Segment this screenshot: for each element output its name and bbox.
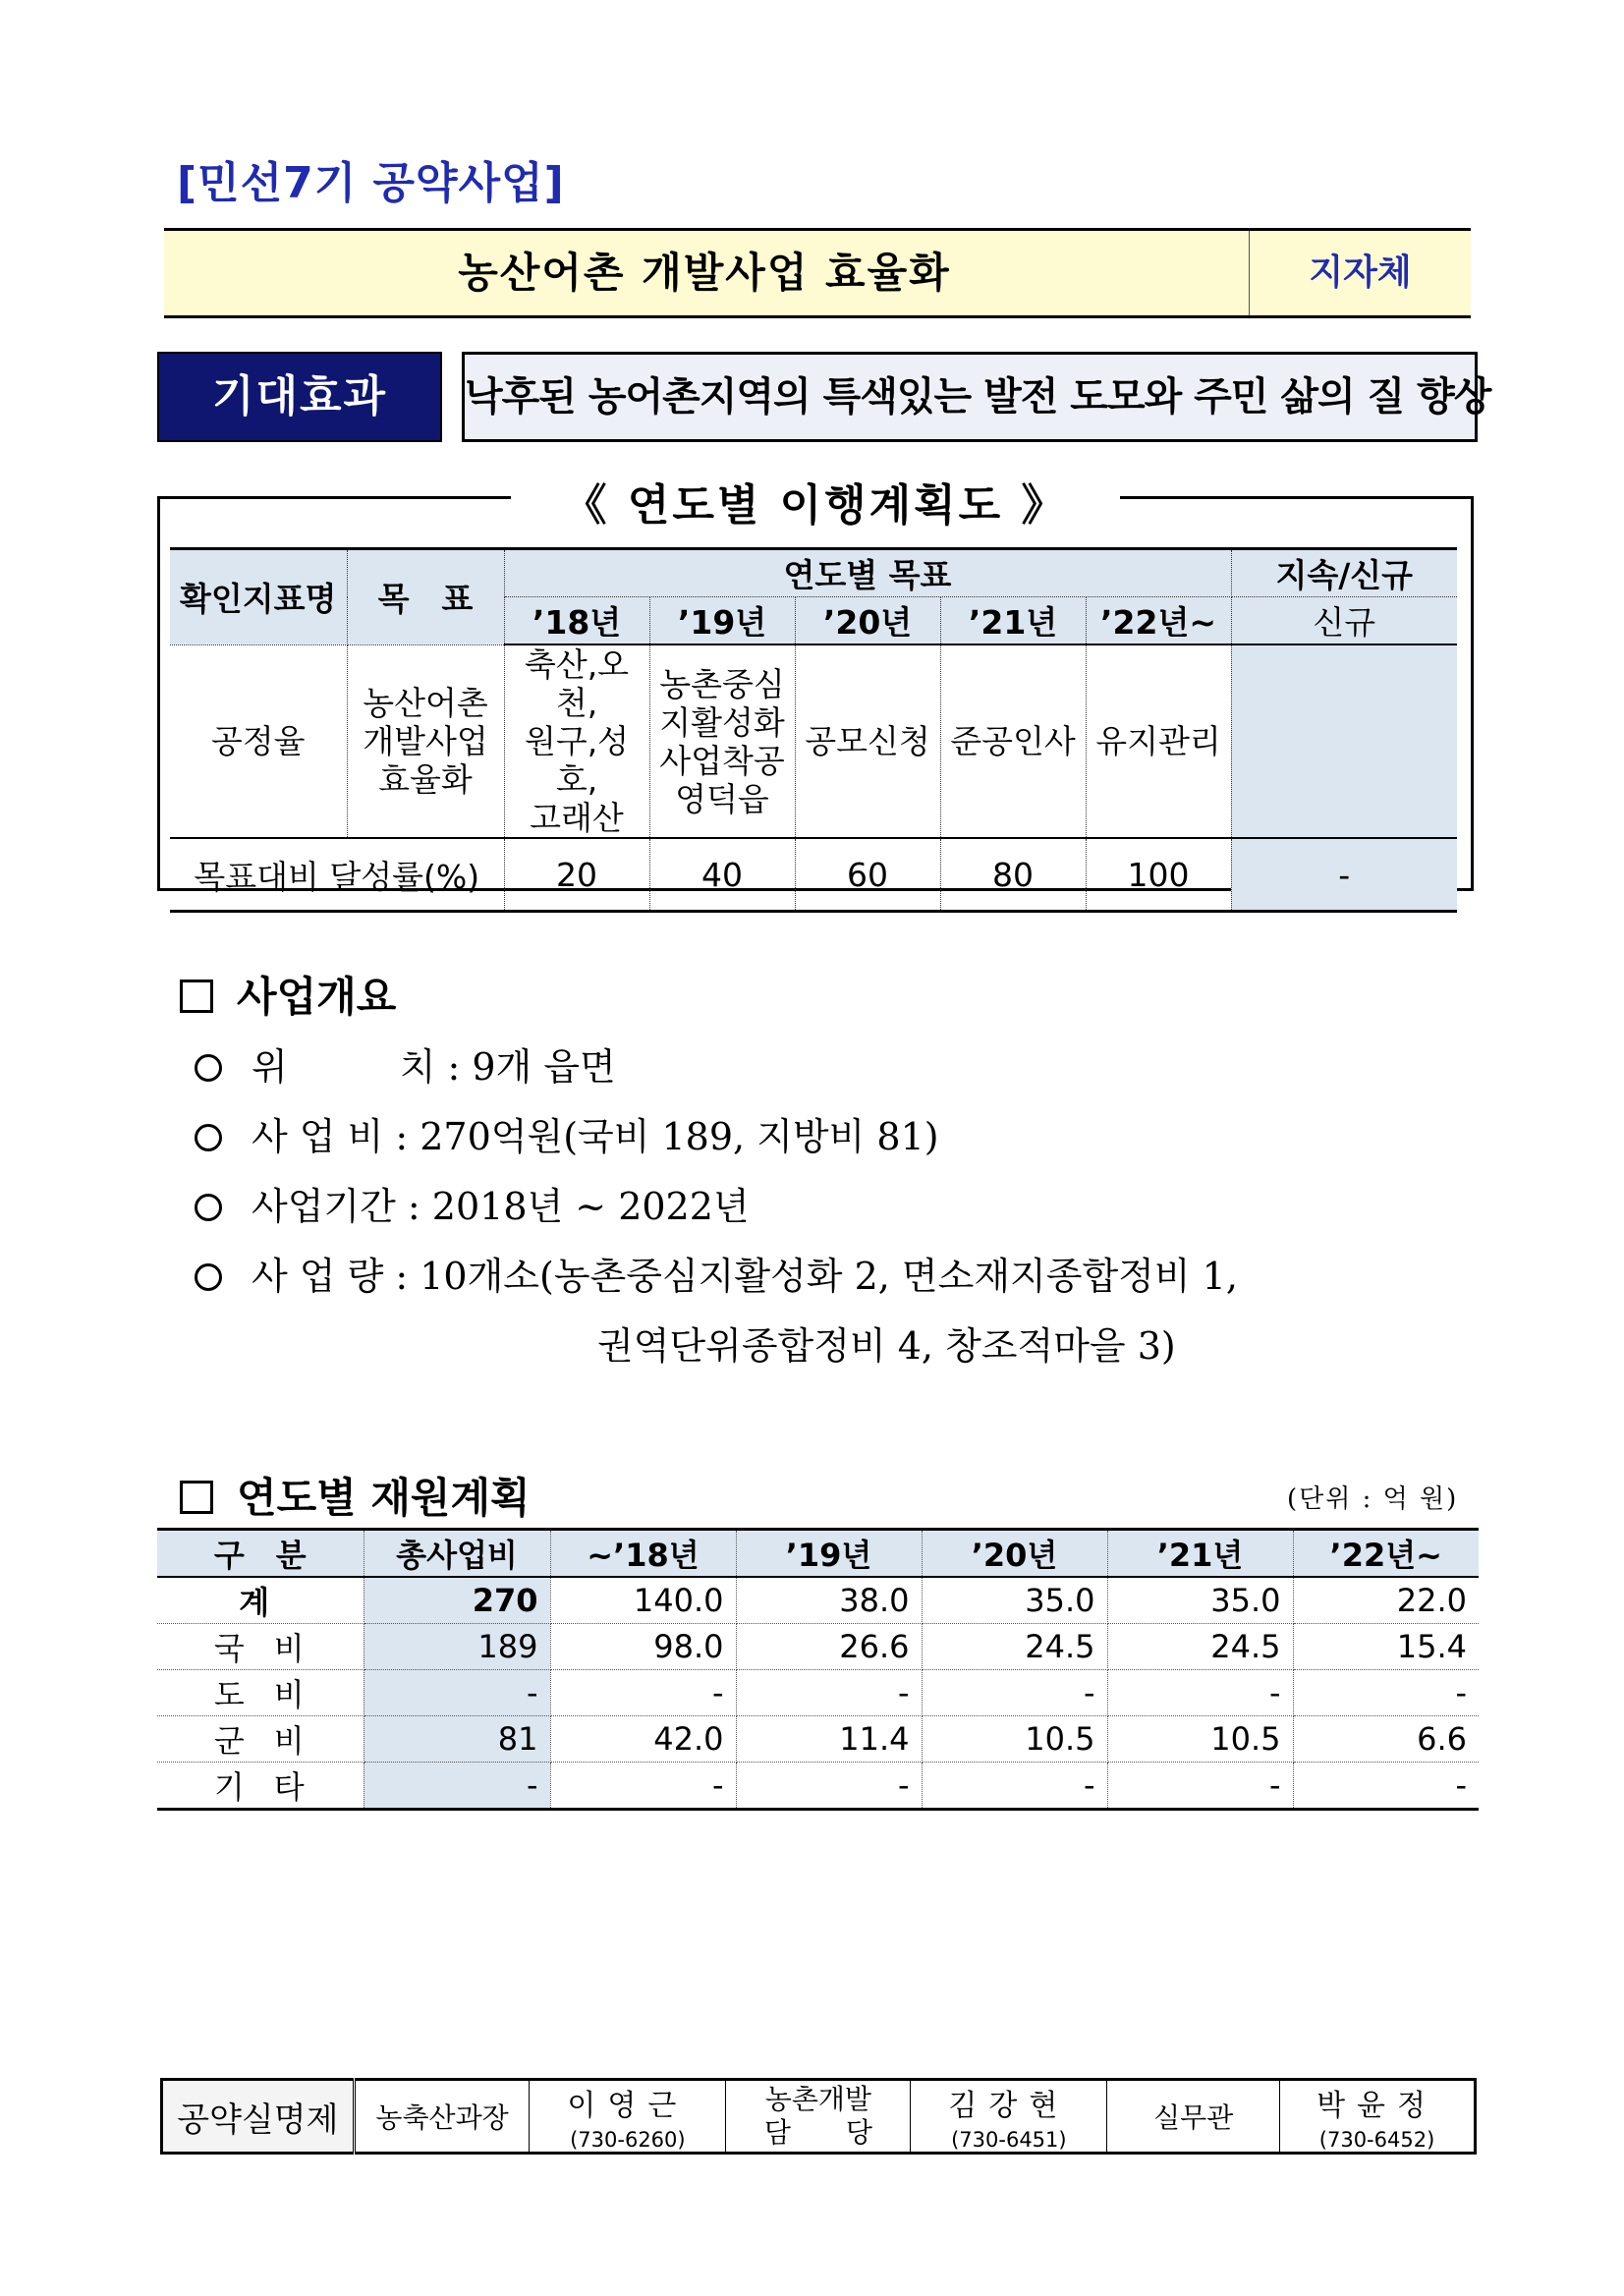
rate-value: 40 [649,838,795,912]
fin-header: ~’18년 [550,1530,736,1578]
cell-y20: 공모신청 [795,644,940,838]
fin-cell: 42.0 [550,1716,736,1763]
table-row [157,1624,1479,1670]
role-line: 농촌개발 [764,2083,871,2115]
fin-cell: 26.6 [736,1624,922,1670]
rate-value: 60 [795,838,940,912]
cell-line: 농촌중심 [659,664,785,703]
rate-status: - [1231,838,1457,912]
goal-line: 개발사업 [363,721,488,760]
cell-status [1231,644,1457,838]
fin-cell: 270 [364,1577,550,1624]
overview-line [195,1036,616,1091]
row-indicator: 공정율 [170,644,347,838]
role-line: 담 당 [763,2116,872,2149]
fin-cell: - [1107,1670,1293,1716]
circle-bullet-icon [195,1194,222,1221]
fin-cell: 24.5 [1107,1624,1293,1670]
row-goal [347,644,504,838]
fin-cell: 11.4 [736,1716,922,1763]
fin-header: ’20년 [922,1530,1107,1578]
cell-line: 원구,성호, [524,722,630,799]
cell-line: 축산,오천, [524,645,630,722]
header-status-value: 신규 [1231,597,1457,645]
goal-line: 효율화 [378,759,473,799]
goal-line: 농산어촌 [363,683,488,722]
fin-cell: - [922,1670,1107,1716]
overview-heading-text: 사업개요 [237,973,397,1021]
fin-cell: 81 [364,1716,550,1763]
plan-heading: 《 연도별 이행계획도 》 [563,480,1068,531]
rate-value: 20 [504,838,649,912]
footer-label: 공약실명제 [162,2080,355,2154]
fin-cell: - [364,1670,550,1716]
fin-cell: - [1293,1763,1479,1810]
plan-table [170,547,1457,913]
finance-heading [180,1466,531,1525]
fin-row-label: 군비 [157,1716,364,1763]
page-title: 농산어촌 개발사업 효율화 [458,249,951,297]
fin-cell: - [364,1763,550,1810]
fin-cell: 140.0 [550,1577,736,1624]
fin-cell: - [736,1763,922,1810]
plan-frame-top-left [157,496,511,499]
cell-y18 [504,644,649,838]
circle-bullet-icon [195,1263,222,1291]
person-phone: (730-6452) [1318,2128,1435,2152]
fin-cell: 189 [364,1624,550,1670]
table-row [157,1577,1479,1624]
fin-cell: 10.5 [1107,1716,1293,1763]
effect-text: 낙후된 농어촌지역의 특색있는 발전 도모와 주민 삶의 질 향상 [462,352,1478,442]
fin-cell: - [922,1763,1107,1810]
overview-continuation: 권역단위종합정비 4, 창조적마을 3) [597,1324,1176,1368]
section-label: [민선7기 공약사업] [177,158,565,208]
fin-header: 구 분 [157,1530,364,1578]
fin-row-label: 계 [157,1577,364,1624]
overview-line-text: 사 업 비 : 270억원(국비 189, 지방비 81) [252,1115,939,1158]
fin-cell: 10.5 [922,1716,1107,1763]
title-side-label: 지자체 [1309,252,1412,293]
fin-cell: - [550,1670,736,1716]
person-name: 이영근 [567,2089,689,2123]
fin-cell: 24.5 [922,1624,1107,1670]
effect-label: 기대효과 [157,352,442,442]
overview-heading [180,965,396,1024]
fin-cell: - [736,1670,922,1716]
overview-line [195,1176,750,1230]
finance-unit: (단위 : 억 원) [1287,1484,1459,1514]
circle-bullet-icon [195,1054,222,1082]
rate-value: 100 [1086,838,1231,912]
cell-line: 고래산 [530,799,624,837]
fin-header: ’22년~ [1293,1530,1479,1578]
table-row [157,1763,1479,1810]
circle-bullet-icon [195,1124,222,1151]
fin-header: 총사업비 [364,1530,550,1578]
overview-line-text: 사업기간 : 2018년 ~ 2022년 [252,1185,750,1228]
finance-table [157,1528,1479,1811]
header-year: ’21년 [940,597,1086,645]
person-phone: (730-6451) [951,2128,1067,2152]
table-row [157,1716,1479,1763]
fin-cell: - [1107,1763,1293,1810]
cell-y21: 준공인사 [940,644,1086,838]
fin-cell: 98.0 [550,1624,736,1670]
fin-header: ’19년 [736,1530,922,1578]
plan-frame-top-right [1120,496,1474,499]
fin-cell: 22.0 [1293,1577,1479,1624]
overview-line-text: 사 업 량 : 10개소(농촌중심지활성화 2, 면소재지종합정비 1, [252,1255,1238,1298]
overview-line [195,1106,939,1160]
fin-cell: 38.0 [736,1577,922,1624]
footer-role [726,2080,911,2154]
header-status: 지속/신규 [1231,549,1457,597]
footer-role: 실무관 [1107,2080,1280,2154]
cell-line: 사업착공 [659,741,785,780]
footer-person [911,2080,1107,2154]
overview-line-text: 위 치 : 9개 읍면 [252,1045,616,1089]
table-row [157,1670,1479,1716]
cell-y19 [649,644,795,838]
rate-label: 목표대비 달성률(%) [170,838,504,912]
fin-cell: 6.6 [1293,1716,1479,1763]
cell-line: 영덕읍 [675,779,769,818]
footer-person [530,2080,726,2154]
header-indicator: 확인지표명 [170,549,347,645]
cell-y22: 유지관리 [1086,644,1231,838]
person-name: 박윤정 [1316,2089,1438,2123]
header-year: ’22년~ [1086,597,1231,645]
header-goal: 목 표 [347,549,504,645]
fin-row-label: 기타 [157,1763,364,1810]
footer-person [1280,2080,1476,2154]
fin-row-label: 국비 [157,1624,364,1670]
responsibility-table [160,2078,1477,2155]
person-name: 김강현 [948,2089,1070,2123]
fin-row-label: 도비 [157,1670,364,1716]
title-box [164,228,1471,318]
finance-heading-text: 연도별 재원계획 [237,1474,531,1522]
fin-cell: - [550,1763,736,1810]
rate-value: 80 [940,838,1086,912]
header-year: ’19년 [649,597,795,645]
footer-dept: 농축산과장 [354,2080,530,2154]
fin-cell: - [1293,1670,1479,1716]
fin-header: ’21년 [1107,1530,1293,1578]
person-phone: (730-6260) [570,2128,686,2152]
fin-cell: 15.4 [1293,1624,1479,1670]
cell-line: 지활성화 [659,702,785,742]
overview-line [195,1246,1238,1300]
square-bullet-icon [180,1481,213,1514]
square-bullet-icon [180,980,213,1013]
fin-cell: 35.0 [922,1577,1107,1624]
header-year: ’18년 [504,597,649,645]
header-year: ’20년 [795,597,940,645]
fin-cell: 35.0 [1107,1577,1293,1624]
header-yearly: 연도별 목표 [504,549,1231,597]
